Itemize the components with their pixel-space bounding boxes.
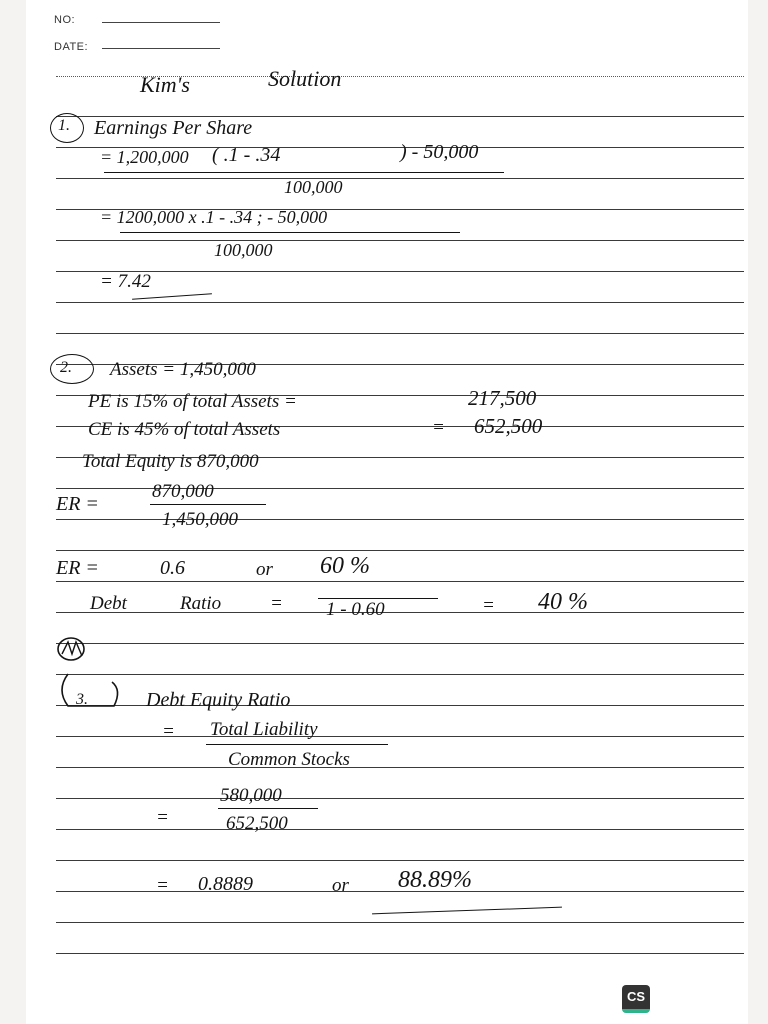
q2-number: 2.: [60, 359, 72, 376]
ruled-line: [56, 767, 744, 768]
q3-equals-1: =: [162, 721, 175, 742]
ruled-line: [56, 271, 744, 272]
no-label: NO:: [54, 14, 76, 26]
q2-assets: Assets = 1,450,000: [110, 359, 256, 380]
ruled-line: [56, 612, 744, 613]
q3-heading: Debt Equity Ratio: [146, 689, 291, 711]
q3-numerator-label: Total Liability: [210, 719, 318, 740]
q3-equals-3: =: [156, 875, 169, 896]
q2-er-result-label: ER =: [56, 557, 99, 579]
ruled-line: [56, 550, 744, 551]
q1-numerator-rate: ( .1 - .34: [212, 144, 281, 166]
date-label: DATE:: [54, 41, 89, 53]
fraction-bar: [120, 232, 460, 233]
q2-ce-value: 652,500: [474, 414, 543, 438]
q1-step2-denominator: 100,000: [214, 240, 273, 260]
question-number-circle: [50, 354, 94, 384]
ruled-line: [56, 643, 744, 644]
ruled-line: [56, 674, 744, 675]
q3-denominator-label: Common Stocks: [228, 749, 350, 770]
scribble-mark: [54, 634, 94, 664]
q3-number: 3.: [76, 691, 88, 708]
q2-er-label: ER =: [56, 493, 99, 515]
q2-ce-equals: =: [432, 417, 445, 438]
ruled-line: [56, 922, 744, 923]
q2-er-decimal: 0.6: [160, 557, 185, 579]
ruled-line: [56, 829, 744, 830]
scanner-logo: CS: [622, 985, 650, 1013]
q2-ratio-label: Ratio: [180, 593, 222, 614]
ruled-line: [56, 240, 744, 241]
title-word: Solution: [268, 66, 342, 91]
fraction-bar: [104, 172, 504, 173]
q3-denominator-value: 652,500: [226, 813, 288, 834]
q3-decimal: 0.8889: [198, 873, 253, 895]
ruled-line: [56, 860, 744, 861]
q2-debt-result: 40 %: [538, 589, 588, 615]
q2-er-numerator: 870,000: [152, 481, 214, 502]
q3-equals-2: =: [156, 807, 169, 828]
q2-debt-equals: =: [270, 593, 283, 614]
q1-preferred-dividend: ) - 50,000: [400, 141, 479, 163]
q1-denominator: 100,000: [284, 177, 343, 197]
q2-debt-equals-2: =: [482, 595, 495, 616]
q2-pe-value: 217,500: [468, 386, 537, 410]
q2-er-or: or: [256, 559, 273, 580]
question-number-bracket: [54, 672, 124, 708]
q1-numerator-amount: = 1,200,000: [100, 147, 189, 167]
ruled-line: [56, 953, 744, 954]
q2-debt-expression: 1 - 0.60: [326, 599, 385, 620]
q2-er-denominator: 1,450,000: [162, 509, 238, 530]
fraction-bar: [150, 504, 266, 505]
no-line: [102, 22, 220, 23]
q1-step2-numerator: = 1200,000 x .1 - .34 ; - 50,000: [100, 207, 328, 227]
ruled-line: [56, 519, 744, 520]
q1-answer: = 7.42: [100, 271, 151, 292]
fraction-bar: [218, 808, 318, 809]
q2-ce-text: CE is 45% of total Assets: [88, 419, 281, 440]
q3-numerator-value: 580,000: [220, 785, 282, 806]
q2-pe-text: PE is 15% of total Assets =: [88, 391, 297, 412]
q2-debt-label: Debt: [90, 593, 127, 614]
q3-or: or: [332, 875, 349, 896]
ruled-line: [56, 581, 744, 582]
q2-er-percent: 60 %: [320, 553, 370, 579]
ruled-line: [56, 798, 744, 799]
ruled-line: [56, 333, 744, 334]
q1-number: 1.: [58, 117, 70, 134]
q2-total-equity: Total Equity is 870,000: [82, 451, 259, 472]
ruled-line: [56, 736, 744, 737]
date-line: [102, 48, 220, 49]
ruled-line: [56, 178, 744, 179]
title-name: Kim's: [140, 72, 190, 97]
fraction-bar: [206, 744, 388, 745]
q3-percent: 88.89%: [398, 867, 472, 893]
ruled-line: [56, 302, 744, 303]
q1-heading: Earnings Per Share: [94, 117, 253, 139]
